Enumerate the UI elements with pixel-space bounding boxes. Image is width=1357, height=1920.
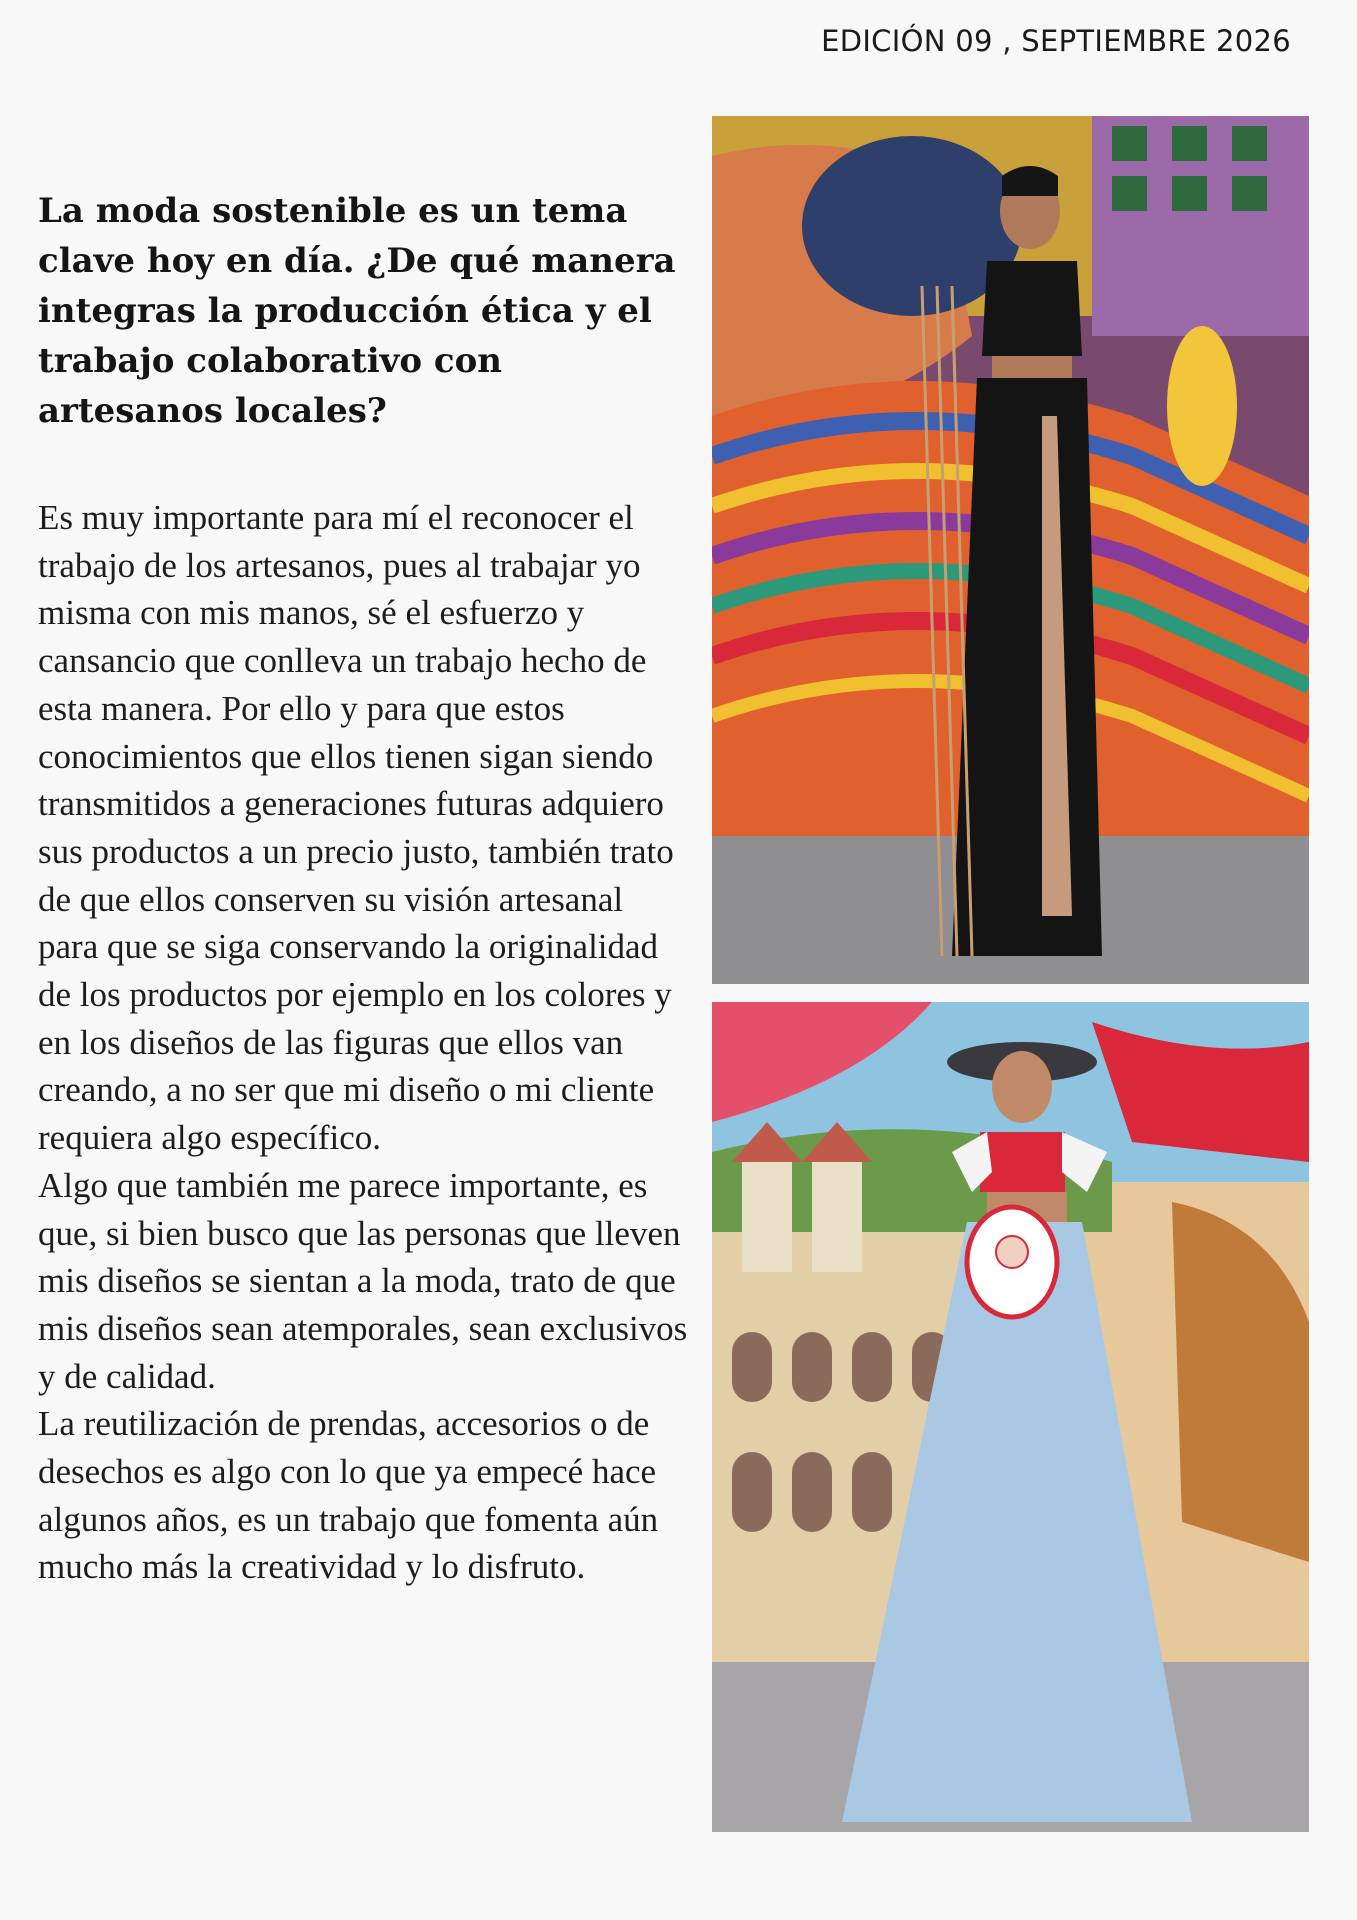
interview-question: La moda sostenible es un tema clave hoy en día. ¿De qué manera integras la producción ética y el trabajo colaborativo con artesanos locales? — [38, 191, 676, 431]
photo-black-dress-mural — [712, 116, 1309, 984]
answer-paragraph: Algo que también me parece importante, es que, si bien busco que las personas que lleven mis diseños se sientan a la moda, trato de que mis diseños sean atemporales, sean exclusivos y de calidad. — [38, 1165, 688, 1396]
photo-black-dress-illustration — [712, 116, 1309, 984]
answer-paragraph: Es muy importante para mí el reconocer el trabajo de los artesanos, pues al trabajar yo misma con mis manos, sé el esfuerzo y cansancio que conlleva un trabajo hecho de esta manera. Por ello y para que estos conocimientos que ellos tienen sigan siendo transmitidos a generaciones futuras adquiero sus productos a un precio justo, también trato de que ellos conserven su visión artesanal para que se siga conservando la originalidad de los productos por ejemplo en los colores y en los diseños de las figuras que ellos van creando, a no ser que mi diseño o mi cliente requiera algo específico. — [38, 498, 674, 1158]
answer-paragraph: La reutilización de prendas, accesorios o de desechos es algo con lo que ya empecé hace algunos años, es un trabajo que fomenta aún mucho más la creatividad y lo disfruto. — [38, 1404, 659, 1587]
interview-answer — [38, 494, 688, 1591]
photo-blue-pants-illustration — [712, 1002, 1309, 1832]
edition-date: EDICIÓN 09 , SEPTIEMBRE 2026 — [821, 24, 1291, 58]
photo-blue-pants-mural — [712, 1002, 1309, 1832]
